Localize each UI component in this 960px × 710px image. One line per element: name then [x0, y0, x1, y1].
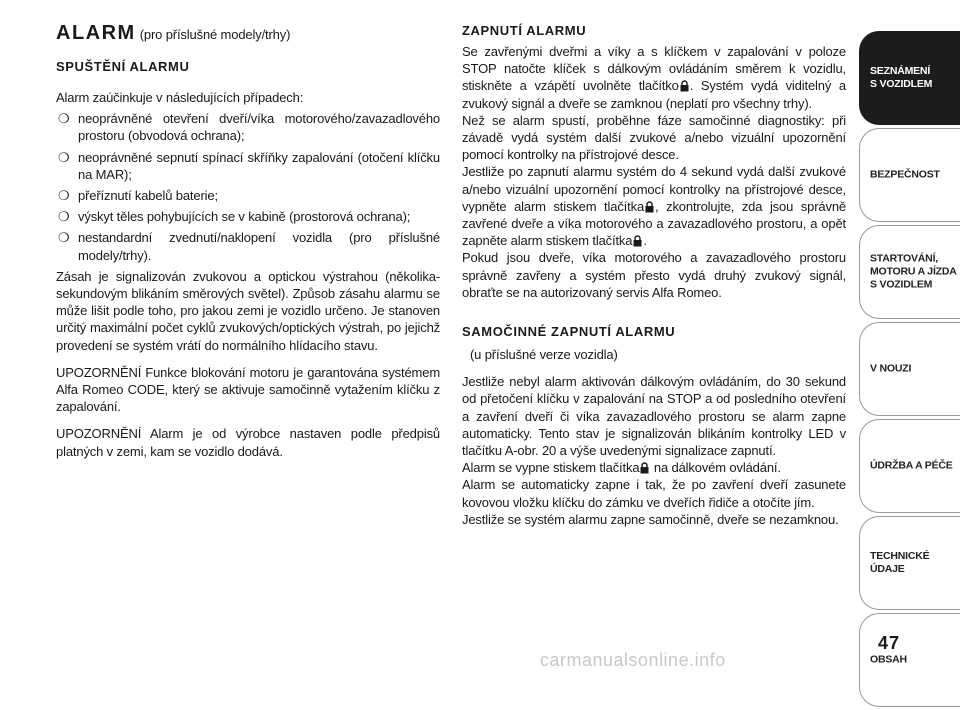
tab-technicke-udaje[interactable]: TECHNICKÉ ÚDAJE: [859, 516, 960, 610]
paragraph-signal: Zásah je signalizován zvukovou a optickou výstrahou (několika-sekundovým blikáním směrových světel). Způsob zásahu alarmu se může lišit podle toho, pro jakou zemi je vozidlo určeno. Je stanoven určitý maximální počet cyklů zvukových/optických výstrah, po jejichž provedení se systém vrátí do normálního hlídacího stavu.: [56, 268, 440, 353]
paragraph-note-factory: UPOZORNĚNÍ Alarm je od výrobce nastaven podle předpisů platných v zemi, kam se vozidlo dodává.: [56, 426, 440, 459]
tab-seznameni[interactable]: SEZNÁMENÍ S VOZIDLEM: [859, 31, 960, 125]
paragraph-nolock: Jestliže se systém alarmu zapne samočinně, dveře se nezamknou.: [462, 511, 839, 527]
tab-bezpecnost[interactable]: BEZPEČNOST: [859, 128, 960, 222]
padlock-icon: [645, 201, 654, 213]
list-item: ❍ neoprávněné otevření dveří/víka motorového/zavazadlového prostoru (obvodová ochrana);: [58, 111, 440, 144]
chapter-sidebar: [859, 31, 960, 710]
padlock-icon: [633, 235, 642, 247]
watermark: carmanualsonline.info: [540, 650, 726, 670]
list-item: ❍ nestandardní zvednutí/naklopení vozidla (pro příslušné modely/trhy).: [58, 230, 440, 263]
paragraph-diagnostics: Než se alarm spustí, proběhne fáze samočinné diagnostiky: při závadě vydá systém další zvukové a/nebo vizuální upozornění pomocí kontrolky na přístrojové desce.: [462, 112, 846, 163]
paragraph-note-code: UPOZORNĚNÍ Funkce blokování motoru je garantována systémem Alfa Romeo CODE, který se aktivuje samočinně vytažením klíčku z zapalování.: [56, 364, 440, 415]
trigger-list: [56, 110, 440, 264]
right-column: [462, 22, 846, 528]
page-number: 47: [877, 633, 900, 653]
list-item: ❍ výskyt těles pohybujících se v kabině (prostorová ochrana);: [58, 209, 411, 225]
circle-bullet-icon: ❍: [58, 149, 70, 165]
padlock-icon: [680, 80, 689, 92]
circle-bullet-icon: ❍: [58, 209, 70, 225]
section-heading-trigger: SPUŠTĚNÍ ALARMU: [56, 59, 190, 74]
intro-text: Alarm zaúčinkuje v následujících případech:: [56, 90, 304, 105]
tab-v-nouzi[interactable]: V NOUZI: [859, 322, 960, 416]
left-column: [56, 22, 440, 470]
tab-obsah[interactable]: OBSAH: [859, 613, 960, 707]
paragraph-activation: Se zavřenými dveřmi a víky a s klíčkem v zapalování v poloze STOP natočte klíček s dálkovým ovládáním směrem k vozidlu, stiskněte a vzápětí uvolněte tlačítko . Systém vydá viditelný a zvukový signál a dveře se zamknou (neplatí pro všechny trhy).: [462, 44, 846, 111]
title-line: [56, 22, 440, 46]
paragraph-key: Alarm se automaticky zapne i tak, že po zavření dveří zasunete kovovou vložku klíčku do zámku ve dveřích řidiče a otočíte jím.: [462, 477, 846, 510]
padlock-icon: [640, 462, 649, 474]
paragraph-auto: Jestliže nebyl alarm aktivován dálkovým ovládáním, do 30 sekund od přetočení klíčku v zapalování na STOP a od posledního otevření a zavření dveří či víka zavazadlového prostoru se alarm zapne automaticky. Tento stav je signalizován blikáním kontrolky LED v tlačítku A-obr. 20 a výše uvedenými signalizace zapnutí.: [462, 374, 846, 459]
paragraph-service: Pokud jsou dveře, víka motorového a zavazadlového prostoru správně zavřeny a systém přesto vydá druhý zvukový signál, obraťte se na autorizovaný servis Alfa Romeo.: [462, 250, 846, 300]
page-title: ALARM: [56, 22, 136, 44]
section-heading-auto: SAMOČINNÉ ZAPNUTÍ ALARMU: [462, 324, 676, 340]
section-heading-activation: ZAPNUTÍ ALARMU: [462, 23, 587, 38]
tab-udrzba[interactable]: ÚDRŽBA A PÉČE: [859, 419, 960, 513]
circle-bullet-icon: ❍: [58, 111, 70, 127]
tab-startovani[interactable]: STARTOVÁNÍ, MOTORU A JÍZDA S VOZIDLEM: [859, 225, 960, 319]
section-subtitle: (u příslušné verze vozidla): [470, 347, 618, 363]
paragraph-disable: Alarm se vypne stiskem tlačítka na dálkovém ovládání.: [462, 460, 781, 476]
list-item: ❍ přeříznutí kabelů baterie;: [58, 188, 218, 204]
page-subtitle: (pro příslušné modely/trhy): [139, 27, 291, 42]
circle-bullet-icon: ❍: [58, 188, 70, 204]
circle-bullet-icon: ❍: [58, 230, 70, 246]
list-item: ❍ neoprávněné sepnutí spínací skříňky zapalování (otočení klíčku na MAR);: [58, 149, 440, 182]
paragraph-warning: Jestliže po zapnutí alarmu systém do 4 sekund vydá další zvukové a/nebo vizuální upozornění pomocí kontrolky na přístrojové desce, vypněte alarm stiskem tlačítka , zkontrolujte, zda jsou správně zavřené dveře a víka motorového a zavazadlového prostoru, a opět zapněte alarm stiskem tlačítka .: [462, 164, 846, 249]
